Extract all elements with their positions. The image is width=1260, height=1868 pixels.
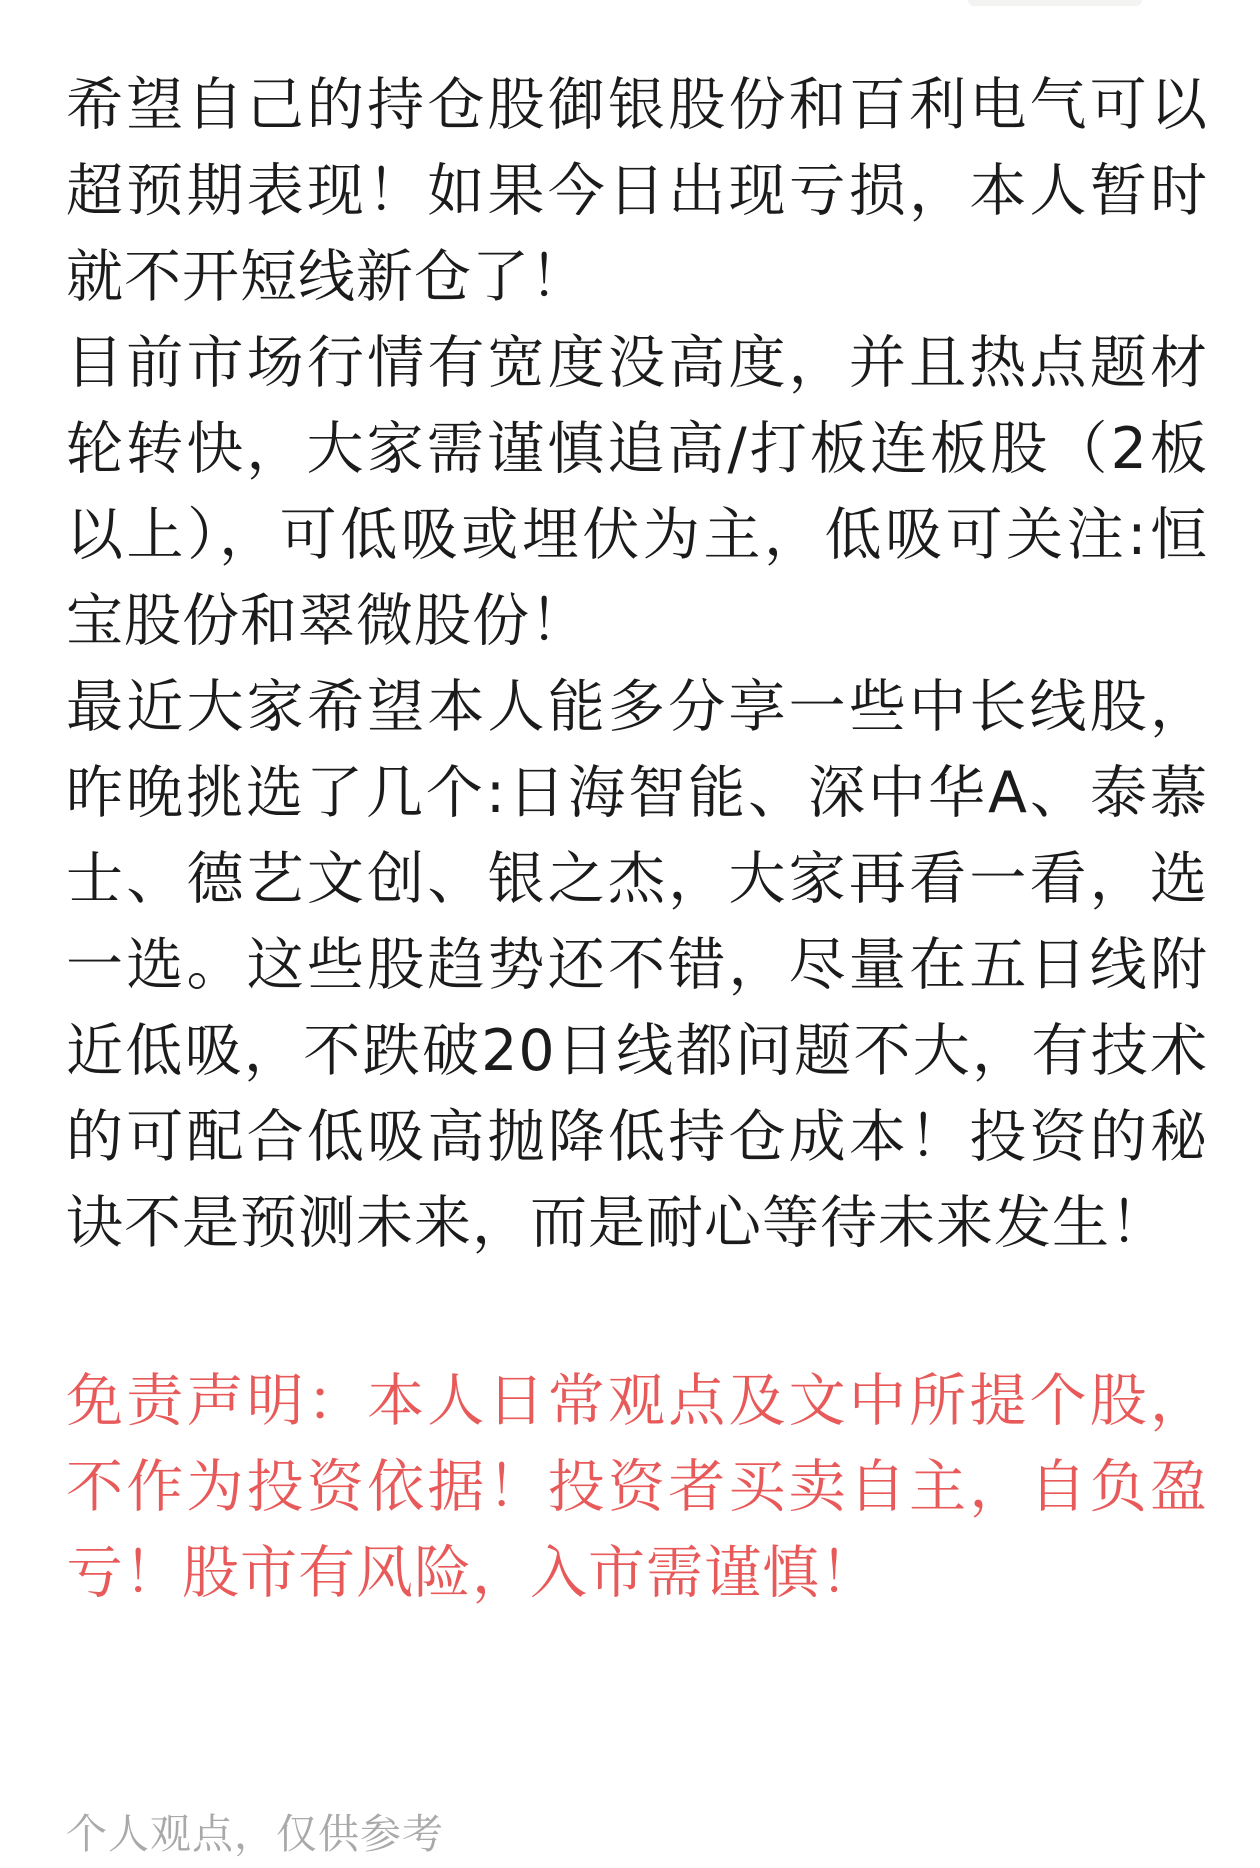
top-decoration-bar — [968, 0, 1142, 6]
paragraph-holdings: 希望自己的持仓股御银股份和百利电气可以超预期表现！如果今日出现亏损，本人暂时就不开短线新仓了！ — [66, 72, 1208, 310]
footer-note: 个人观点，仅供参考 — [66, 1810, 444, 1858]
paragraph-market-view: 目前市场行情有宽度没高度，并且热点题材轮转快，大家需谨慎追高/打板连板股（2板以上），可低吸或埋伏为主，低吸可关注:恒宝股份和翠微股份！ — [66, 330, 1208, 654]
paragraph-stock-picks: 最近大家希望本人能多分享一些中长线股，昨晚挑选了几个:日海智能、深中华A、泰慕士、德艺文创、银之杰，大家再看一看，选一选。这些股趋势还不错，尽量在五日线附近低吸，不跌破20日线都问题不大，有技术的可配合低吸高抛降低持仓成本！投资的秘诀不是预测未来，而是耐心等待未来发生！ — [66, 674, 1208, 1256]
disclaimer-text: 免责声明：本人日常观点及文中所提个股，不作为投资依据！投资者买卖自主，自负盈亏！股市有风险，入市需谨慎！ — [66, 1368, 1208, 1606]
article-body — [66, 62, 1208, 1266]
